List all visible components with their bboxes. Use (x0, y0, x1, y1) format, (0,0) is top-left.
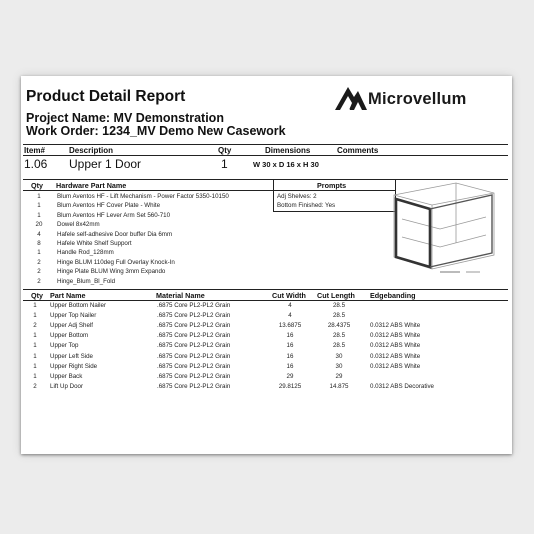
part-material: .6875 Core PL2-PL2 Grain (157, 322, 231, 330)
part-edgebanding: 0.0312 ABS White (370, 342, 421, 350)
hardware-qty: 1 (37, 202, 41, 210)
divider (23, 300, 508, 301)
part-edgebanding: 0.0312 ABS White (370, 322, 421, 330)
col-comments: Comments (337, 146, 379, 155)
part-cut-width: 29.8125 (278, 382, 302, 390)
divider (23, 190, 396, 191)
part-cut-width: 4 (288, 312, 292, 320)
part-qty: 1 (33, 362, 37, 370)
part-cut-width: 4 (288, 302, 292, 309)
part-qty: 1 (33, 342, 37, 350)
part-name: Upper Left Side (50, 352, 93, 360)
hardware-name: Hinge BLUM 110deg Full Overlay Knock-In (57, 258, 175, 266)
part-cut-length: 14.875 (329, 382, 349, 390)
part-name: Upper Right Side (50, 362, 98, 370)
part-cut-length: 28.5 (332, 312, 346, 320)
divider (273, 211, 396, 212)
part-cut-length: 30 (335, 352, 343, 360)
part-cut-length: 28.5 (332, 332, 346, 340)
hardware-qty: 1 (37, 193, 41, 200)
part-qty: 1 (33, 312, 37, 320)
item-dimensions: W 30 x D 16 x H 30 (253, 160, 319, 169)
logo-wordmark: Microvellum (368, 90, 467, 108)
part-qty: 1 (33, 372, 37, 380)
part-name: Upper Bottom Nailer (50, 302, 107, 309)
hardware-name: Hafele White Shelf Support (57, 240, 132, 247)
part-cut-width: 29 (286, 372, 294, 380)
part-name: Lift Up Door (50, 382, 84, 390)
report-page (21, 76, 512, 454)
report-title: Product Detail Report (26, 88, 186, 105)
hardware-name: Handle Rod_128mm (57, 249, 114, 257)
hardware-qty: 4 (37, 230, 41, 238)
part-cut-length: 29 (335, 372, 343, 380)
part-cut-length: 28.5 (332, 342, 346, 350)
part-material: .6875 Core PL2-PL2 Grain (157, 352, 231, 360)
hardware-name: Hinge Plate BLUM Wing 3mm Expando (57, 268, 166, 276)
part-edgebanding: 0.0312 ABS Decorative (370, 382, 434, 390)
part-qty: 2 (33, 382, 37, 390)
logo-mark-icon (334, 85, 368, 111)
part-cut-length: 30 (335, 362, 343, 370)
part-edgebanding: 0.0312 ABS White (370, 362, 421, 370)
part-cut-width: 16 (286, 362, 294, 370)
part-qty: 1 (33, 332, 37, 340)
hardware-qty: 2 (37, 268, 41, 276)
prompts-header: Prompts (317, 181, 347, 190)
cabinet-drawing (386, 181, 498, 285)
divider (23, 144, 508, 145)
part-cut-width: 16 (286, 332, 294, 340)
hardware-qty: 1 (37, 249, 41, 257)
part-name: Upper Bottom (50, 332, 89, 340)
parts-qty-header: Qty (31, 291, 43, 300)
hardware-qty: 20 (35, 221, 43, 229)
part-qty: 1 (33, 352, 37, 360)
product-thumbnail (386, 181, 498, 285)
hardware-name: Blum Aventos HF Lever Arm Set 560-710 (57, 211, 171, 219)
hardware-name: Hinge_Blum_Bl_Fold (57, 277, 116, 285)
divider (273, 179, 274, 212)
parts-material-header: Material Name (156, 291, 205, 300)
part-edgebanding: 0.0312 ABS White (370, 332, 421, 340)
part-name: Upper Adj Shelf (50, 322, 93, 330)
col-description: Description (69, 146, 114, 155)
hardware-qty: 2 (37, 277, 41, 285)
item-qty: 1 (221, 157, 228, 171)
project-name: Project Name: MV Demonstration (26, 111, 224, 125)
divider (23, 155, 508, 156)
parts-edgebanding-header: Edgebanding (370, 291, 416, 300)
prompt-row: Adj Shelves: 2 (277, 193, 317, 200)
hardware-name: Dowel 8x42mm (57, 221, 100, 229)
hardware-qty-header: Qty (31, 181, 43, 190)
part-qty: 2 (33, 322, 37, 330)
item-number: 1.06 (24, 157, 48, 171)
hardware-name: Hafele self-adhesive Door buffer Dia 6mm (57, 230, 173, 238)
work-order: Work Order: 1234_MV Demo New Casework (26, 124, 286, 138)
col-qty: Qty (218, 146, 232, 155)
hardware-qty: 1 (37, 211, 41, 219)
part-material: .6875 Core PL2-PL2 Grain (157, 312, 231, 320)
part-cut-length: 28.4375 (327, 322, 351, 330)
hardware-name: Blum Aventos HF Cover Plate - White (57, 202, 161, 210)
hardware-name-header: Hardware Part Name (56, 181, 127, 190)
hardware-name: Blum Aventos HF - Lift Mechanism - Power Factor 5350-10150 (57, 193, 229, 200)
part-material: .6875 Core PL2-PL2 Grain (157, 382, 231, 390)
part-cut-width: 16 (286, 352, 294, 360)
part-material: .6875 Core PL2-PL2 Grain (157, 302, 231, 309)
parts-cutwidth-header: Cut Width (272, 291, 306, 300)
part-cut-width: 16 (286, 342, 294, 350)
part-edgebanding: 0.0312 ABS White (370, 352, 421, 360)
col-item: Item# (24, 146, 45, 155)
part-name: Upper Top Nailer (50, 312, 97, 320)
part-name: Upper Back (50, 372, 83, 380)
part-material: .6875 Core PL2-PL2 Grain (157, 332, 231, 340)
part-qty: 1 (33, 302, 37, 309)
microvellum-logo (334, 85, 494, 113)
prompt-row: Bottom Finished: Yes (277, 202, 336, 209)
divider (23, 179, 508, 180)
hardware-qty: 2 (37, 258, 41, 266)
part-material: .6875 Core PL2-PL2 Grain (157, 362, 231, 370)
parts-name-header: Part Name (50, 291, 86, 300)
item-description: Upper 1 Door (69, 157, 142, 171)
part-name: Upper Top (50, 342, 79, 350)
divider (23, 289, 508, 290)
parts-cutlength-header: Cut Length (317, 291, 355, 300)
part-material: .6875 Core PL2-PL2 Grain (157, 342, 231, 350)
part-cut-width: 13.6875 (278, 322, 302, 330)
part-material: .6875 Core PL2-PL2 Grain (157, 372, 231, 380)
col-dimensions: Dimensions (265, 146, 311, 155)
hardware-qty: 8 (37, 240, 41, 247)
part-cut-length: 28.5 (332, 302, 346, 309)
